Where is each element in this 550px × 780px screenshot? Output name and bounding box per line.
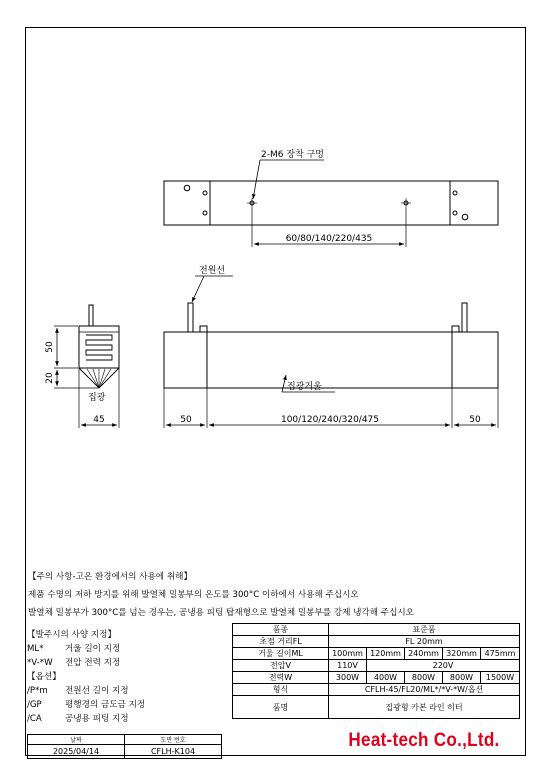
mirror-value: 120mm (367, 648, 405, 660)
lead-wire-right (462, 303, 467, 332)
terminal-right (452, 326, 459, 332)
order-spec-section (27, 628, 145, 726)
mount-hole-label: 2-M6 장착 구멍 (261, 150, 324, 160)
lead-wire-left (188, 303, 193, 332)
mirror-value: 320mm (443, 648, 481, 660)
spec-table (232, 623, 520, 719)
model-label: 형식 (233, 684, 329, 696)
power-value: 400W (367, 672, 405, 684)
option-text: 전원선 길이 지정 (65, 686, 129, 696)
dim-20-vertical: 20 (45, 372, 55, 384)
carbon-element-coil (86, 335, 112, 360)
power-value: 300W (329, 672, 367, 684)
mirror-value: 240mm (405, 648, 443, 660)
order-spec-code: *V-*W (27, 658, 53, 668)
option-text: 평행경의 금도금 지정 (65, 700, 146, 710)
dim-50-left: 50 (180, 415, 192, 425)
option-code: /CA (27, 714, 42, 724)
model-value: CFLH-45/FL20/ML*/*V-*W/옵션 (329, 684, 520, 696)
terminal-left (200, 326, 207, 332)
option-item (27, 684, 145, 698)
focal-value: FL 20mm (329, 636, 520, 648)
screw-right-2 (453, 211, 457, 215)
mirror-value: 100mm (329, 648, 367, 660)
category-label: 품종 (233, 624, 329, 636)
product-name-label: 품명 (233, 696, 329, 719)
power-value: 800W (443, 672, 481, 684)
option-item (27, 712, 145, 726)
product-name-value: 집광형 카본 라인 히터 (329, 696, 520, 719)
dim-50-vertical: 50 (45, 341, 55, 353)
category-value: 표준품 (329, 624, 520, 636)
power-label: 전력W (233, 672, 329, 684)
drawing-no-label: 도면 번호 (125, 735, 222, 745)
drawing-no-value: CFLH-K104 (125, 745, 222, 759)
voltage-value: 220V (367, 660, 520, 672)
company-logo: Heat-tech Co.,Ltd. (348, 730, 500, 751)
order-spec-item (27, 656, 145, 670)
mount-hole-left (247, 198, 257, 208)
corner-hole-bottom-right (462, 214, 468, 220)
front-view-body (164, 332, 498, 388)
order-spec-text: 전압 전력 지정 (65, 658, 121, 668)
option-text: 공냉용 피팅 지정 (65, 714, 129, 724)
date-label: 날짜 (28, 735, 125, 745)
order-spec-code: ML* (27, 644, 44, 654)
options-title: 【옵션】 (27, 672, 61, 682)
caution-notes (28, 568, 414, 622)
power-value: 800W (405, 672, 443, 684)
date-value: 2025/04/14 (28, 745, 125, 759)
screw-left-2 (203, 211, 207, 215)
caution-line-2: 발열체 밀봉부가 300°C를 넘는 경우는, 공냉용 피팅 탑재형으로 발열체 밀봉부를 강제 냉각해 주십시오 (28, 608, 414, 618)
order-spec-title: 【발주시의 사양 지정】 (27, 630, 117, 640)
footer-table (27, 734, 222, 759)
power-value: 1500W (481, 672, 520, 684)
voltage-value: 110V (329, 660, 367, 672)
mount-pitch-label: 60/80/140/220/435 (285, 234, 373, 244)
focus-label: 집광 (88, 393, 106, 403)
screw-right-1 (453, 191, 457, 195)
voltage-label: 전압V (233, 660, 329, 672)
top-view-body (164, 181, 498, 225)
dim-50-right: 50 (469, 415, 481, 425)
mirror-label: 거울 길이ML (233, 648, 329, 660)
corner-hole-top-left (184, 185, 190, 191)
screw-left-1 (203, 191, 207, 195)
lead-wire-label: 전원선 (199, 266, 226, 276)
caution-line-1: 제품 수명의 저하 방지를 위해 발열체 밀봉부의 온도를 300°C 이하에서 사용해 주십시오 (28, 590, 359, 600)
mirror-value: 475mm (481, 648, 520, 660)
focal-label: 초점 거리FL (233, 636, 329, 648)
option-code: /P*m (27, 686, 48, 696)
dim-45: 45 (93, 415, 105, 425)
caution-title: 【주의 사항-고온 환경에서의 사용에 취해】 (28, 572, 193, 582)
order-spec-text: 거울 길이 지정 (65, 644, 121, 654)
dim-length: 100/120/240/320/475 (280, 415, 380, 425)
option-item (27, 698, 145, 712)
side-lead-wire (89, 305, 93, 326)
mount-hole-right (401, 198, 411, 208)
option-code: /GP (27, 700, 42, 710)
order-spec-item (27, 642, 145, 656)
reflector-label: 집광거울 (287, 382, 322, 392)
